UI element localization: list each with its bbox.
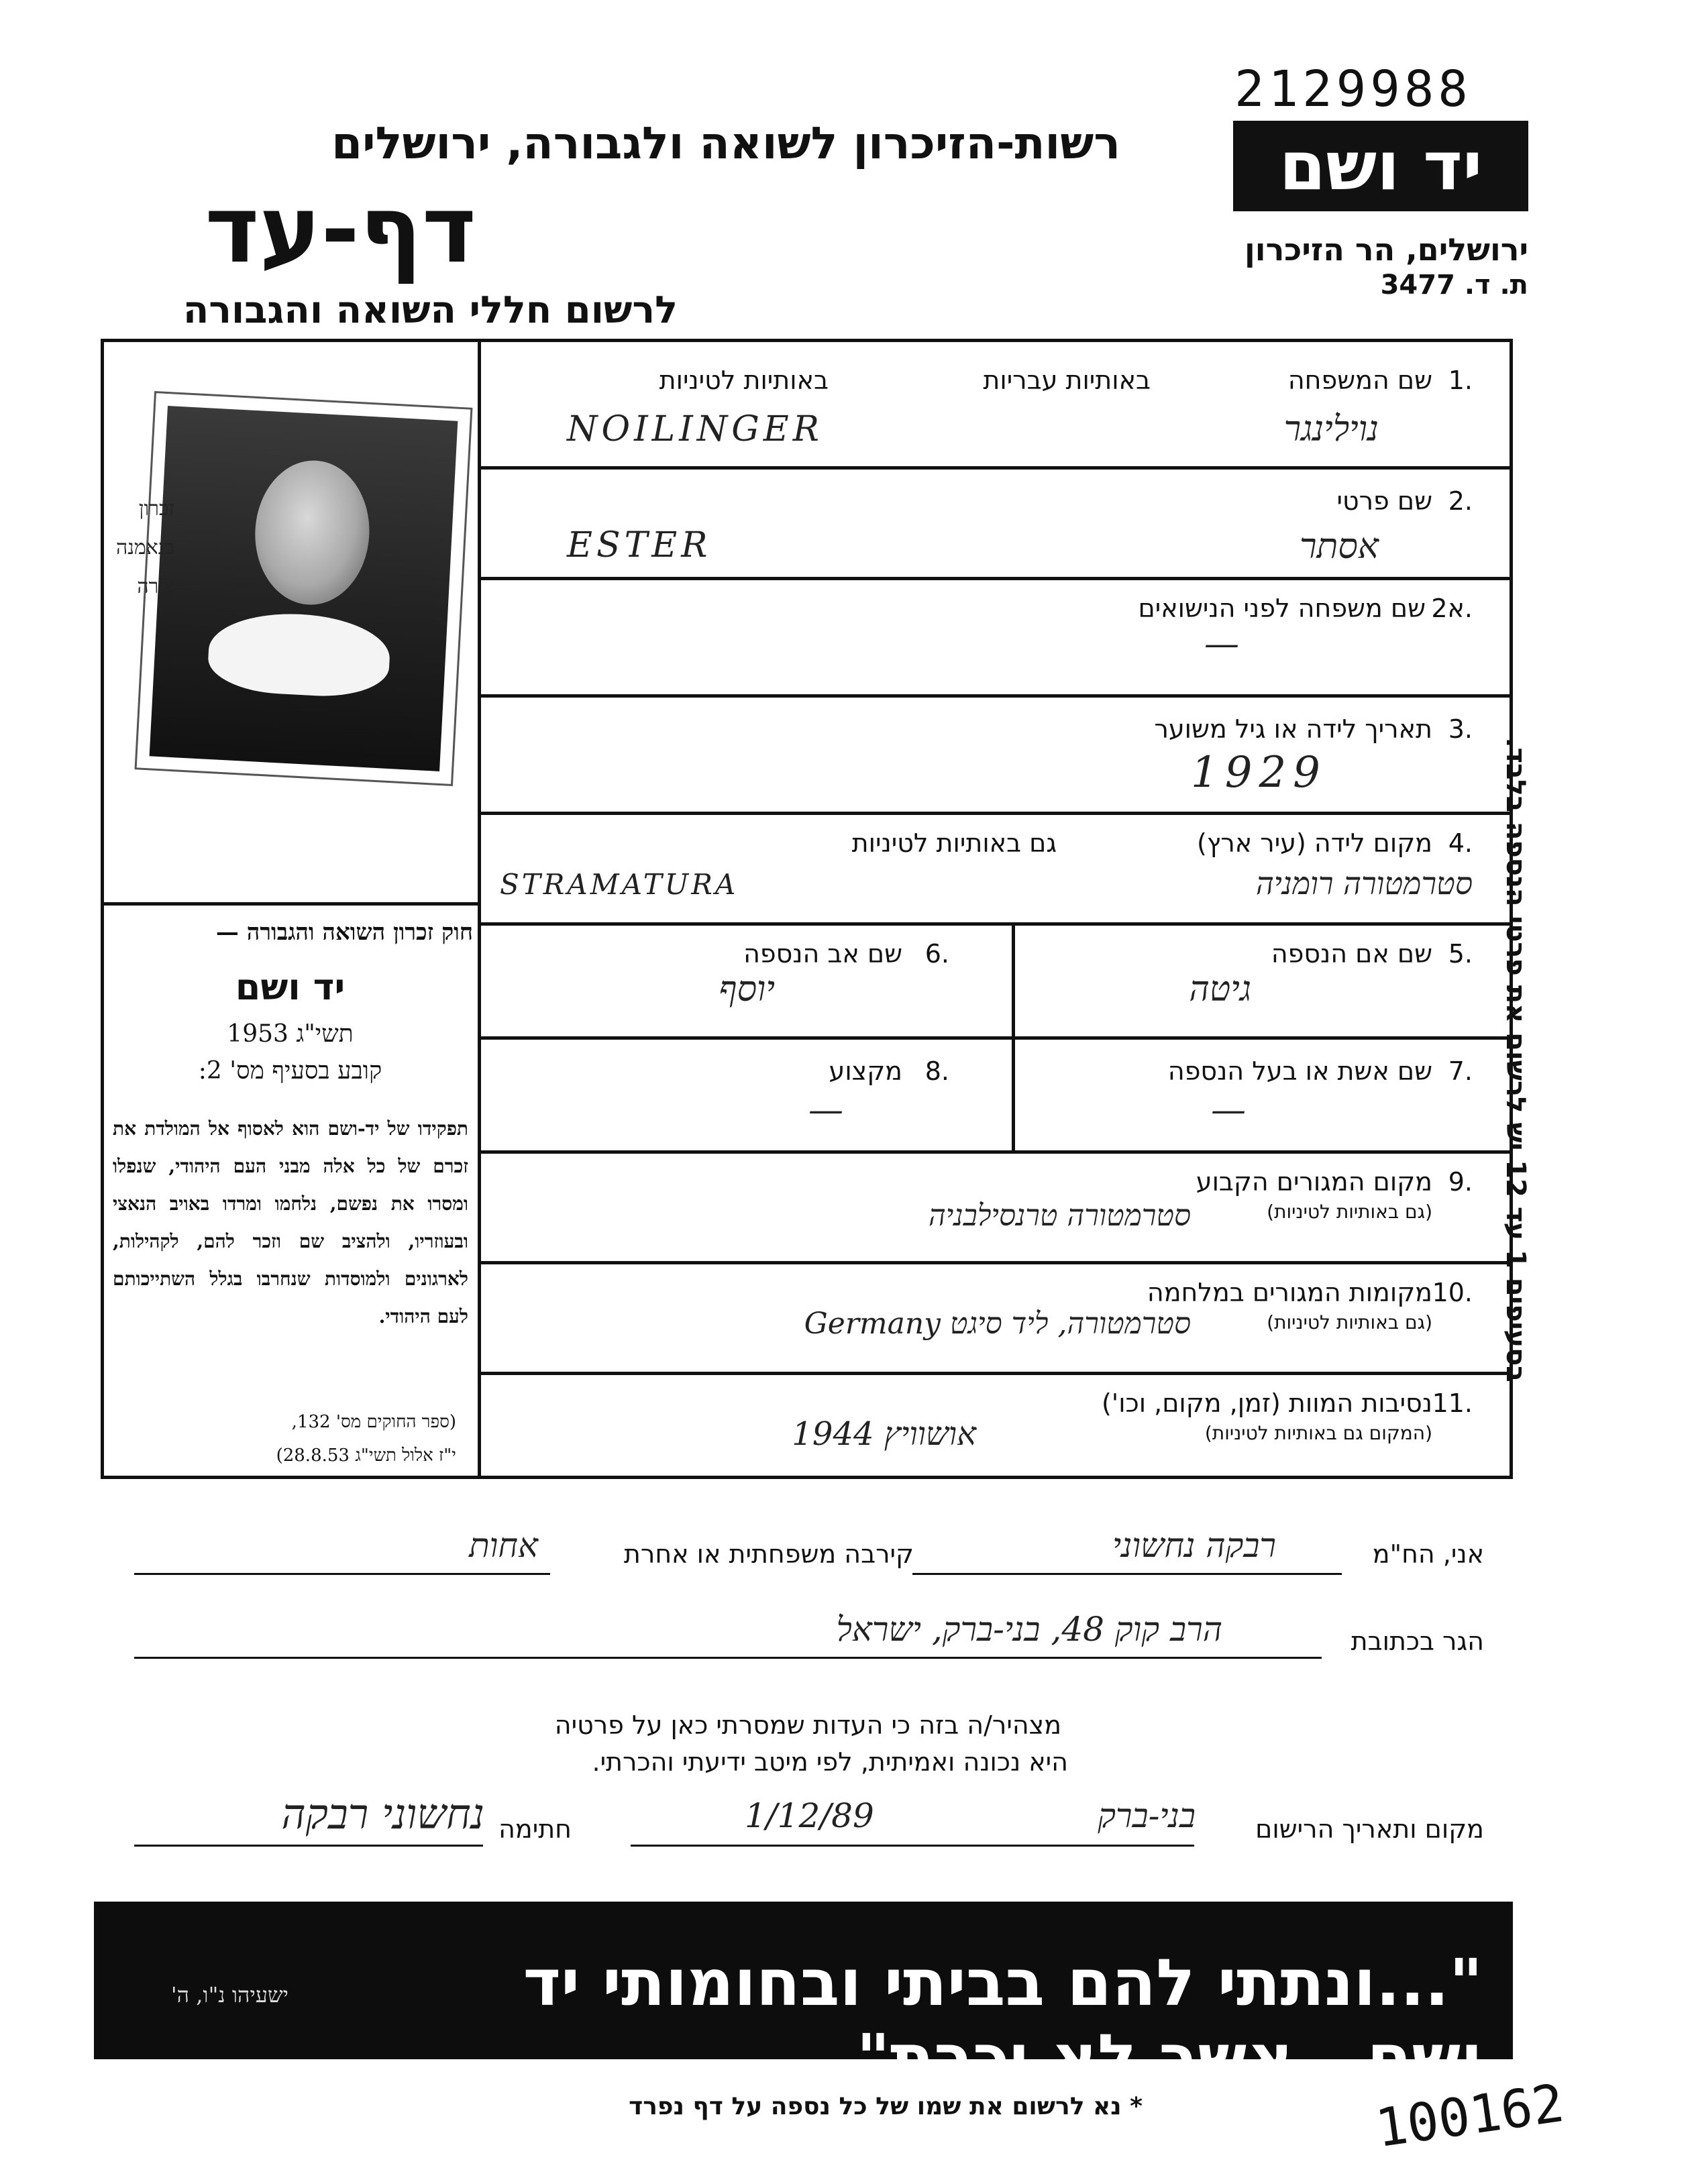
- law-clause: קובע בסעיף מס' 2:: [198, 1057, 382, 1085]
- field-label: שם פרטי: [1336, 486, 1432, 516]
- field-birth-date: 3. תאריך לידה או גיל משוער 1929: [1154, 714, 1473, 798]
- row-rule: [480, 694, 1513, 698]
- document-number: 2129988: [1234, 60, 1472, 118]
- declarant-label: אני, הח"מ: [1372, 1539, 1484, 1569]
- field-birth-place: 4. מקום לידה (עיר ארץ) גם באותיות לטיניות סטרמטורה רומניה STRAMATURA: [500, 828, 1473, 902]
- field-label: שם משפחה לפני הנישואים: [1138, 594, 1426, 623]
- birth-year-value[interactable]: 1929: [1191, 748, 1327, 798]
- death-circumstances-value[interactable]: אושוויץ 1944: [792, 1415, 976, 1453]
- field-wartime-residence: 10. מקומות המגורים במלחמה (גם באותיות לטיניות) סטרמטורה, ליד סיגט Germany: [804, 1278, 1473, 1341]
- field-maiden-name: 2א. שם משפחה לפני הנישואים —: [1138, 594, 1473, 664]
- first-name-latin[interactable]: ESTER: [567, 525, 712, 565]
- field-label: מקום לידה (עיר ארץ): [1197, 828, 1432, 858]
- row-rule: [480, 577, 1513, 580]
- place-date-label: מקום ותאריך הרישום: [1255, 1814, 1484, 1844]
- field-family-name: 1. שם המשפחה באותיות עבריות באותיות לטיניות נוילינגר NOILINGER: [567, 366, 1473, 449]
- relation-label: קירבה משפחתית או אחרת: [623, 1539, 914, 1569]
- declarant-name[interactable]: רבקה נחשוני: [1112, 1526, 1276, 1565]
- statement-line-1: מצהיר/ה בזה כי העדות שמסרתי כאן על פרטיה: [554, 1710, 1061, 1740]
- law-reference-date: י"ז אלול תשי"ג 28.8.53): [276, 1445, 456, 1466]
- law-name: יד ושם: [235, 966, 346, 1008]
- father-name-value[interactable]: יוסף: [719, 969, 775, 1009]
- row-rule: [480, 812, 1513, 815]
- photo-stamp: זכרון בנאמנה צירה: [115, 497, 174, 598]
- permanent-residence-value[interactable]: סטרמטורה טרנסילבניה: [929, 1199, 1191, 1233]
- field-label-spouse: שם אשת או בעל הנספה: [1167, 1056, 1432, 1086]
- field-label: נסיבות המוות (זמן, מקום, וכו'): [1101, 1388, 1432, 1418]
- archive-number: 100162: [1372, 2073, 1568, 2160]
- field-first-name: 2. שם פרטי אסתר ESTER: [567, 486, 1473, 567]
- page-title: דף-עד: [205, 176, 476, 284]
- photo-law-divider: [101, 902, 480, 906]
- row-rule: [480, 1261, 1513, 1264]
- address-value[interactable]: הרב קוק 48, בני-ברק, ישראל: [836, 1610, 1222, 1649]
- address-line: [134, 1657, 1322, 1659]
- banner-quote: "...ונתתי להם בביתי ובחומותי יד ושם...אשר לא יכרת": [523, 1945, 1483, 2095]
- latin-header: גם באותיות לטיניות: [851, 828, 1057, 858]
- signature-value[interactable]: נחשוני רבקה: [281, 1790, 484, 1839]
- family-name-latin[interactable]: NOILINGER: [567, 409, 823, 449]
- field-permanent-residence: 9. מקום המגורים הקבוע (גם באותיות לטיניות) סטרמטורה טרנסילבניה: [929, 1167, 1473, 1233]
- row-rule: [480, 1150, 1513, 1154]
- page-subtitle: לרשום חללי השואה והגבורה: [182, 288, 678, 332]
- law-title: חוק זכרון השואה והגבורה —: [215, 919, 473, 946]
- field-label: תאריך לידה או גיל משוער: [1154, 714, 1432, 744]
- victim-photo: [135, 391, 473, 786]
- photo-collar: [207, 610, 392, 700]
- banner-source: ישעיהו נ"ו, ה': [170, 1982, 288, 2008]
- relation-value[interactable]: אחות: [469, 1526, 538, 1565]
- signature-line: [134, 1845, 483, 1847]
- law-year: תשי"ג 1953: [227, 1020, 354, 1048]
- field-label-mother: שם אם הנספה: [1271, 939, 1432, 969]
- field-label: מקום המגורים הקבוע: [1196, 1167, 1432, 1197]
- field-label: מקומות המגורים במלחמה: [1147, 1278, 1432, 1307]
- field-sublabel: (גם באותיות לטיניות): [1267, 1311, 1432, 1333]
- field-label-father: שם אב הנספה: [743, 939, 902, 969]
- declarant-name-line: [912, 1573, 1342, 1575]
- registration-date[interactable]: 1/12/89: [745, 1796, 874, 1835]
- field-label-occupation: מקצוע: [829, 1056, 902, 1086]
- row-rule: [480, 1372, 1513, 1375]
- field-sublabel: (המקום גם באותיות לטיניות): [1204, 1422, 1432, 1444]
- law-reference: (ספר החוקים מס' 132,: [291, 1412, 456, 1432]
- logo-address: ירושלים, הר הזיכרון: [1244, 231, 1528, 268]
- maiden-name-value[interactable]: —: [1204, 624, 1239, 664]
- address-label: הגר בכתובת: [1351, 1627, 1484, 1656]
- row-rule: [480, 922, 1513, 926]
- first-name-hebrew[interactable]: אסתר: [1299, 527, 1379, 567]
- authority-name: רשות-הזיכרון לשואה ולגבורה, ירושלים: [331, 117, 1120, 169]
- field-sublabel: (גם באותיות לטיניות): [1267, 1201, 1432, 1223]
- law-text: תפקידו של יד-ושם הוא לאסוף אל המולדת את זכרם של כל אלה מבני העם היהודי, שנפלו ומסרו את נפשם, נלחמו ומרדו באויב הנאצי ובעוזריו, ולהציב שם וזכר להם, לקהילות, לארגונים ולמוסדות שנחרבו בגלל השתייכותם לעם היהודי.: [113, 1117, 468, 1327]
- mother-name-value[interactable]: גיטה: [1189, 969, 1251, 1009]
- birth-place-latin[interactable]: STRAMATURA: [500, 868, 739, 901]
- field-label: שם המשפחה: [1287, 366, 1432, 395]
- photo-face: [252, 457, 373, 608]
- statement-line-2: היא נכונה ואמיתית, לפי מיטב ידיעתי והכרתי.: [592, 1747, 1068, 1777]
- registration-place[interactable]: בני-ברק: [1098, 1796, 1196, 1835]
- field-spouse-occupation: 7. שם אשת או בעל הנספה — 8. מקצוע —: [808, 1056, 1473, 1130]
- row-rule: [480, 466, 1513, 470]
- occupation-value[interactable]: —: [808, 1090, 843, 1130]
- field-parents: 5. שם אם הנספה גיטה 6. שם אב הנספה יוסף: [719, 939, 1473, 1009]
- field-number: 6.: [924, 939, 949, 969]
- place-date-line: [631, 1845, 1194, 1847]
- wartime-residence-value[interactable]: סטרמטורה, ליד סיגט Germany: [804, 1307, 1191, 1341]
- field-number: 8.: [924, 1056, 949, 1086]
- latin-header: באותיות לטיניות: [659, 366, 829, 395]
- row-rule: [480, 1036, 1513, 1040]
- family-name-hebrew[interactable]: נוילינגר: [1283, 409, 1379, 449]
- logo-po-box: ת. ד. 3477: [1380, 270, 1528, 301]
- relation-line: [134, 1573, 550, 1575]
- yad-vashem-logo: יד ושם: [1233, 121, 1528, 211]
- hebrew-header: באותיות עבריות: [983, 366, 1151, 395]
- footer-note: * נא לרשום את שמו של כל נספה על דף נפרד: [629, 2093, 1143, 2120]
- spouse-value[interactable]: —: [1211, 1090, 1246, 1130]
- field-death-circumstances: 11. נסיבות המוות (זמן, מקום, וכו') (המקום גם באותיות לטיניות) אושוויץ 1944: [792, 1388, 1473, 1453]
- side-instruction: בסעיפים 1 עד 12 יש לרשום את פרטי הנספה בלבד.: [1500, 737, 1531, 1382]
- signature-label: חתימה: [498, 1814, 572, 1844]
- birth-place-hebrew[interactable]: סטרמטורה רומניה: [1255, 865, 1473, 902]
